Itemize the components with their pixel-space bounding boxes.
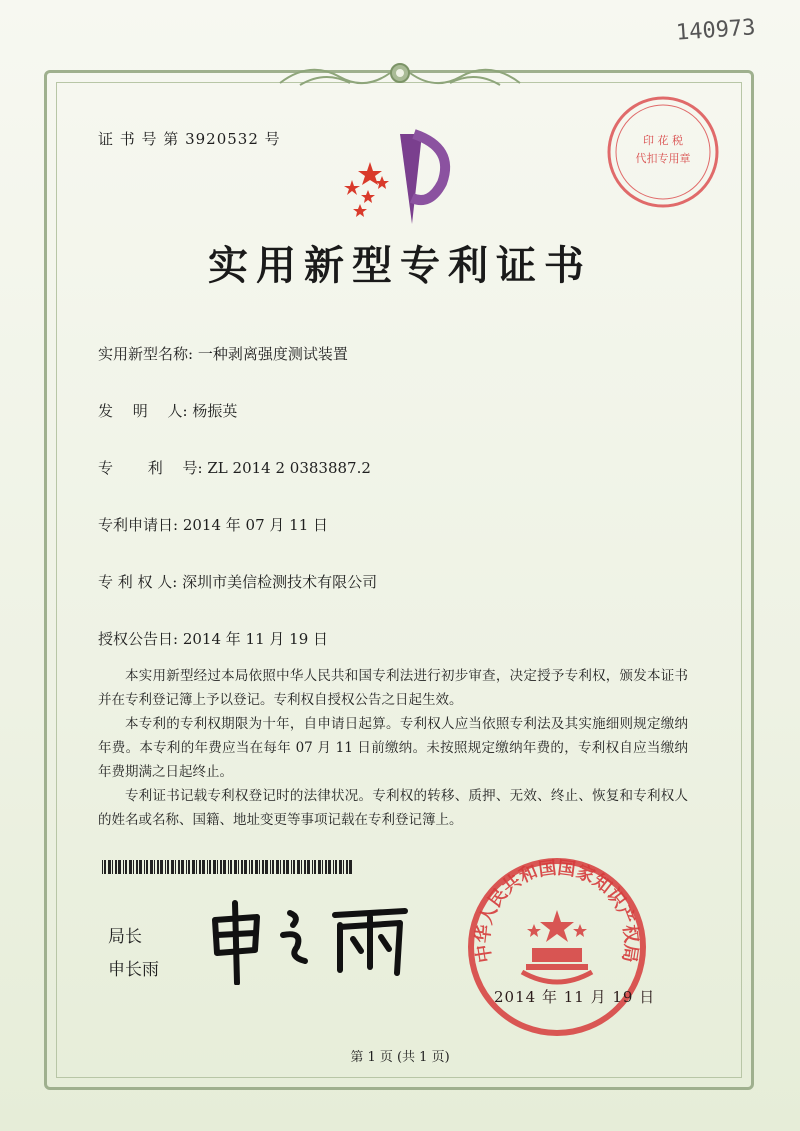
field-value: 杨振英	[192, 402, 238, 420]
field-grant-date	[98, 628, 328, 649]
field-value: 2014 年 11 月 19 日	[182, 630, 329, 648]
handwritten-note: 140973	[675, 15, 757, 46]
field-application-date	[98, 514, 328, 535]
sipo-logo-icon	[330, 128, 460, 228]
certificate-title: 实用新型专利证书	[208, 242, 592, 289]
field-label: 授权公告日:	[98, 630, 179, 648]
seal-text: 中华人民共和国国家知识产权局	[472, 857, 642, 964]
field-value: 深圳市美信检测技术有限公司	[182, 573, 378, 591]
svg-text:代扣专用章: 代扣专用章	[635, 152, 691, 165]
field-patent-number	[98, 457, 371, 478]
seal-date: 2014 年 11 月 19 日	[494, 988, 656, 1006]
svg-text:印 花 税: 印 花 税	[643, 134, 683, 147]
field-value: 2014 年 07 月 11 日	[182, 516, 329, 534]
field-utility-model-name	[98, 343, 348, 364]
field-label: 实用新型名称:	[98, 345, 194, 363]
field-value: ZL 2014 2 0383887.2	[207, 459, 371, 477]
field-label: 专 利 权 人:	[98, 573, 178, 591]
director-title: 局长	[108, 927, 142, 947]
page-number: 第 1 页 (共 1 页)	[350, 1050, 450, 1065]
sipo-official-seal	[462, 852, 652, 1042]
paragraph: 本专利的专利权期限为十年，自申请日起算。专利权人应当依照专利法及其实施细则规定缴纳年费。本专利的年费应当在每年 07 月 11 日前缴纳。未按照规定缴纳年费的，专利权自应当缴纳年费期满之日起终止。	[98, 716, 688, 780]
certificate-body-text	[98, 664, 688, 832]
field-label: 发 明 人:	[98, 402, 188, 420]
field-label: 专 利 号:	[98, 459, 203, 477]
paragraph: 本实用新型经过本局依照中华人民共和国专利法进行初步审查，决定授予专利权，颁发本证书并在专利登记簿上予以登记。专利权自授权公告之日起生效。	[98, 668, 688, 708]
director-name: 申长雨	[108, 960, 159, 980]
tax-stamp-seal	[598, 92, 728, 212]
certificate-number: 证 书 号 第 3920532 号	[98, 130, 281, 148]
paragraph: 专利证书记载专利权登记时的法律状况。专利权的转移、质押、无效、终止、恢复和专利权人的姓名或名称、国籍、地址变更等事项记载在专利登记簿上。	[98, 788, 688, 828]
field-value: 一种剥离强度测试装置	[197, 345, 348, 363]
top-ornament-icon	[270, 55, 530, 95]
field-inventor	[98, 400, 237, 421]
field-patentee	[98, 571, 377, 592]
barcode-icon	[102, 860, 352, 874]
director-signature	[205, 895, 435, 985]
field-label: 专利申请日:	[98, 516, 179, 534]
